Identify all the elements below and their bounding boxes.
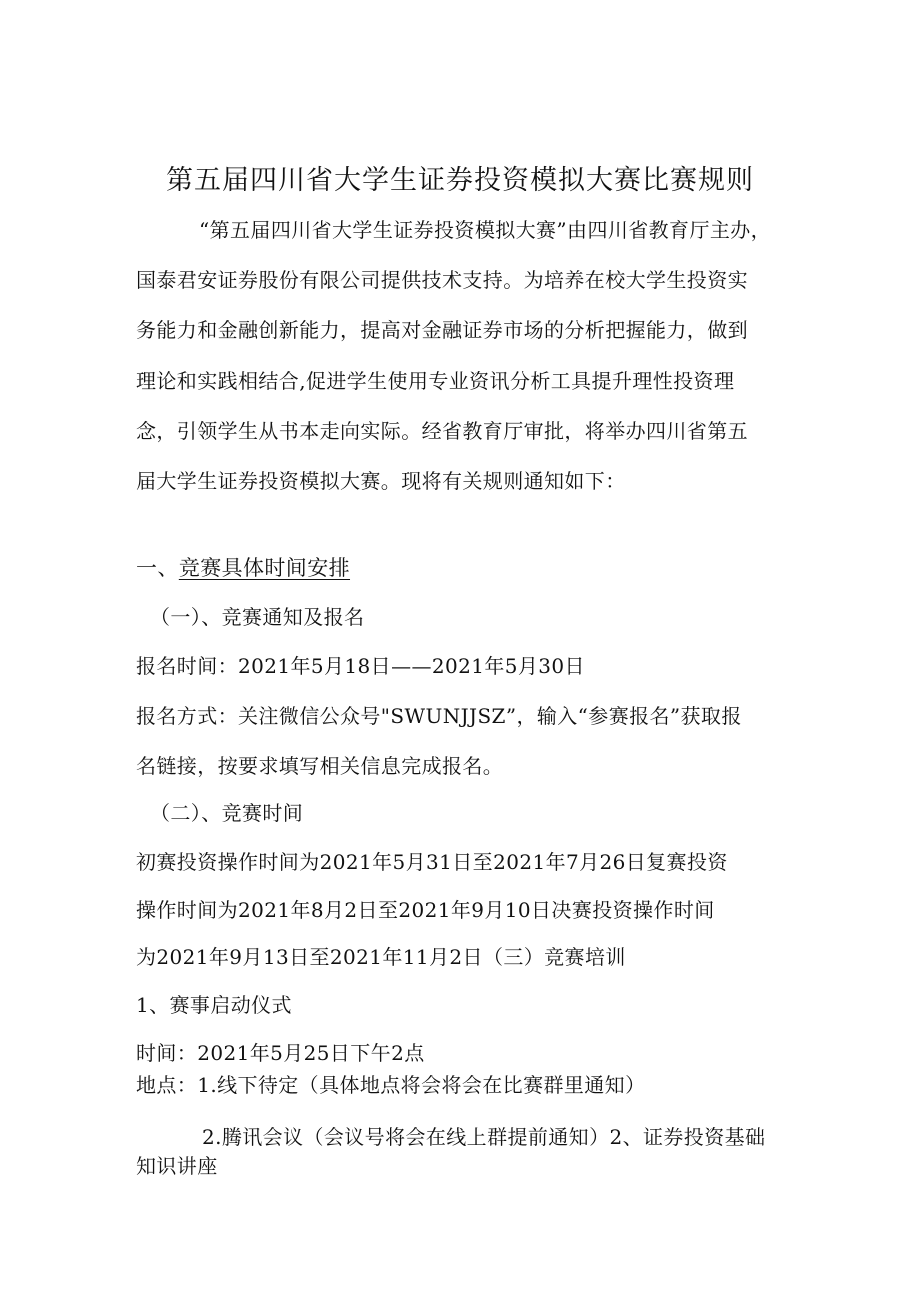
subsection-title-1: （一）、竞赛通知及报名 [150,605,365,629]
section-number: 一、 [136,556,179,580]
registration-method-line-1: 报名方式：关注微信公众号"SWUNJJSZ”，输入“参赛报名”获取报 [136,704,742,728]
intro-line-1: “第五届四川省大学生证券投资模拟大赛”由四川省教育厅主办， [199,218,772,242]
schedule-line-3: 为2021年9月13日至2021年11月2日（三）竞赛培训 [136,945,626,969]
intro-line-4: 理论和实践相结合,促进学生使用专业资讯分析工具提升理性投资理 [136,369,735,393]
registration-time: 报名时间：2021年5月18日——2021年5月30日 [136,654,585,678]
schedule-line-1: 初赛投资操作时间为2021年5月31日至2021年7月26日复赛投资 [136,850,728,874]
section-title: 竞赛具体时间安排 [178,556,351,580]
event-online-line-1: 2.腾讯会议（会议号将会在线上群提前通知）2、证券投资基础 [202,1125,766,1149]
item-title-1: 1、赛事启动仪式 [136,993,292,1017]
event-time: 时间：2021年5月25日下午2点 [136,1041,425,1065]
intro-line-3: 务能力和金融创新能力，提高对金融证券市场的分析把握能力，做到 [136,318,748,342]
event-online-line-2: 知识讲座 [136,1154,218,1178]
schedule-line-2: 操作时间为2021年8月2日至2021年9月10日决赛投资操作时间 [136,898,715,922]
registration-method-line-2: 名链接，按要求填写相关信息完成报名。 [136,754,504,778]
document-title: 第五届四川省大学生证券投资模拟大赛比赛规则 [166,165,754,196]
intro-line-6: 届大学生证券投资模拟大赛。现将有关规则通知如下： [136,469,626,493]
subsection-title-2: （二）、竞赛时间 [150,801,304,825]
section-heading-1 [136,556,350,580]
intro-line-5: 念，引领学生从书本走向实际。经省教育厅审批，将举办四川省第五 [136,419,748,443]
intro-line-2: 国泰君安证券股份有限公司提供技术支持。为培养在校大学生投资实 [136,268,748,292]
event-place: 地点：1.线下待定（具体地点将会将会在比赛群里通知） [136,1073,646,1097]
